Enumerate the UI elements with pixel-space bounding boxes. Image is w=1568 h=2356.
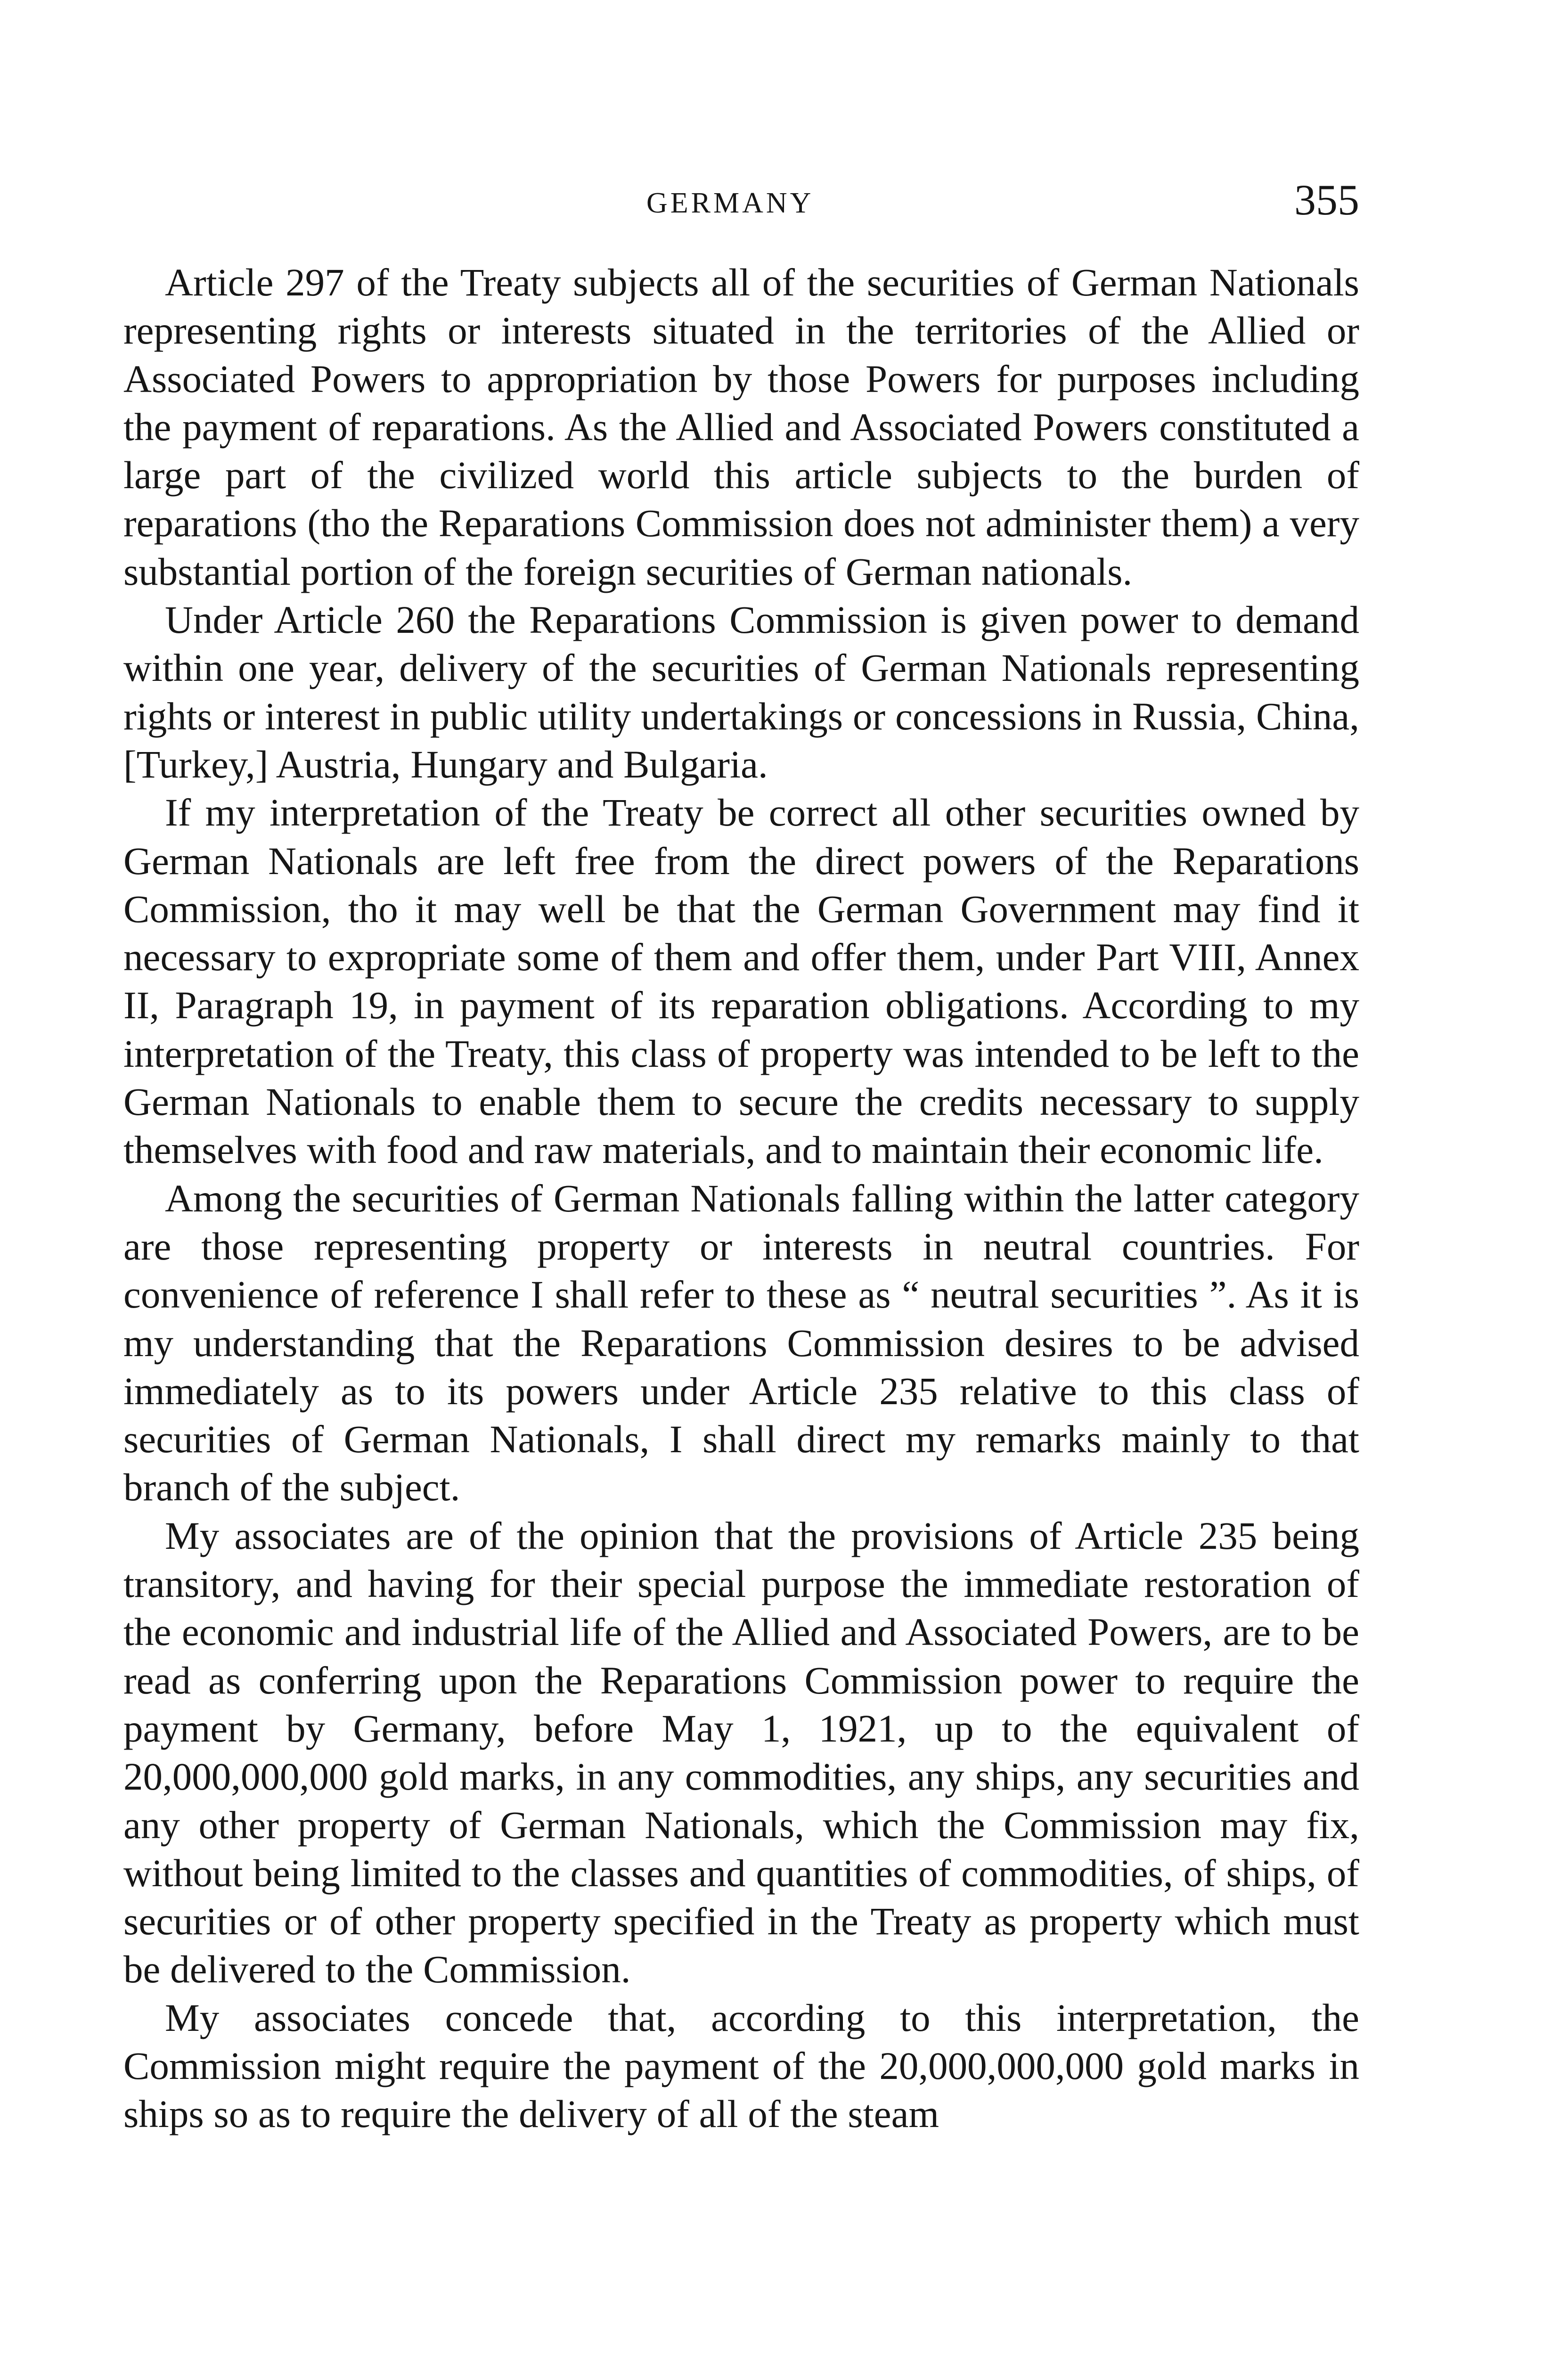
- page-number: 355: [1294, 176, 1359, 224]
- paragraph-associates-concede: My associates concede that, according to this interpretation, the Commission might require the payment of the 20,000,000,000 gold marks in ships so as to require the delivery of all of the steam: [123, 1996, 1359, 2136]
- paragraph-article-297: Article 297 of the Treaty subjects all of the securities of German Nationals representing rights or interests situated in the territories of the Allied or Associated Powers to appropriation by those Powers for purposes including the payment of reparations. As the Allied and Associated Powers constituted a large part of the civilized world this article subjects to the burden of reparations (tho the Reparations Commission does not administer them) a very substantial portion of the foreign securities of German nationals.: [123, 261, 1359, 593]
- page-header: [123, 175, 1359, 232]
- paragraph-article-260: Under Article 260 the Reparations Commission is given power to demand within one year, delivery of the securities of German Nationals representing rights or interest in public utility undertakings or concessions in Russia, China, [Turkey,] Austria, Hungary and Bulgaria.: [123, 598, 1359, 786]
- paragraph-interpretation: If my interpretation of the Treaty be correct all other securities owned by German Nationals are left free from the direct powers of the Reparations Commission, tho it may well be that the German Government may find it necessary to expropriate some of them and offer them, under Part VIII, Annex II, Paragraph 19, in payment of its reparation obligations. According to my interpretation of the Treaty, this class of property was intended to be left to the German Nationals to enable them to secure the credits necessary to supply themselves with food and raw materials, and to maintain their economic life.: [123, 791, 1359, 1172]
- body-text: [123, 258, 1359, 2138]
- paragraph-associates-opinion: My associates are of the opinion that the provisions of Article 235 being transitory, and having for their special purpose the immediate restoration of the economic and industrial life of the Allied and Associated Powers, are to be read as conferring upon the Reparations Commission power to require the payment by Germany, before May 1, 1921, up to the equivalent of 20,000,000,000 gold marks, in any commodities, any ships, any securities and any other property of German Nationals, which the Commission may fix, without being limited to the classes and quantities of commodities, of ships, of securities or of other property specified in the Treaty as property which must be delivered to the Commission.: [123, 1513, 1359, 1991]
- paragraph-neutral-securities: Among the securities of German Nationals falling within the latter category are those representing property or interests in neutral countries. For convenience of reference I shall refer to these as “ neutral securities ”. As it is my understanding that the Reparations Commission desires to be advised immediately as to its powers under Article 235 relative to this class of securities of German Nationals, I shall direct my remarks mainly to that branch of the subject.: [123, 1176, 1359, 1509]
- running-head: GERMANY: [646, 187, 814, 219]
